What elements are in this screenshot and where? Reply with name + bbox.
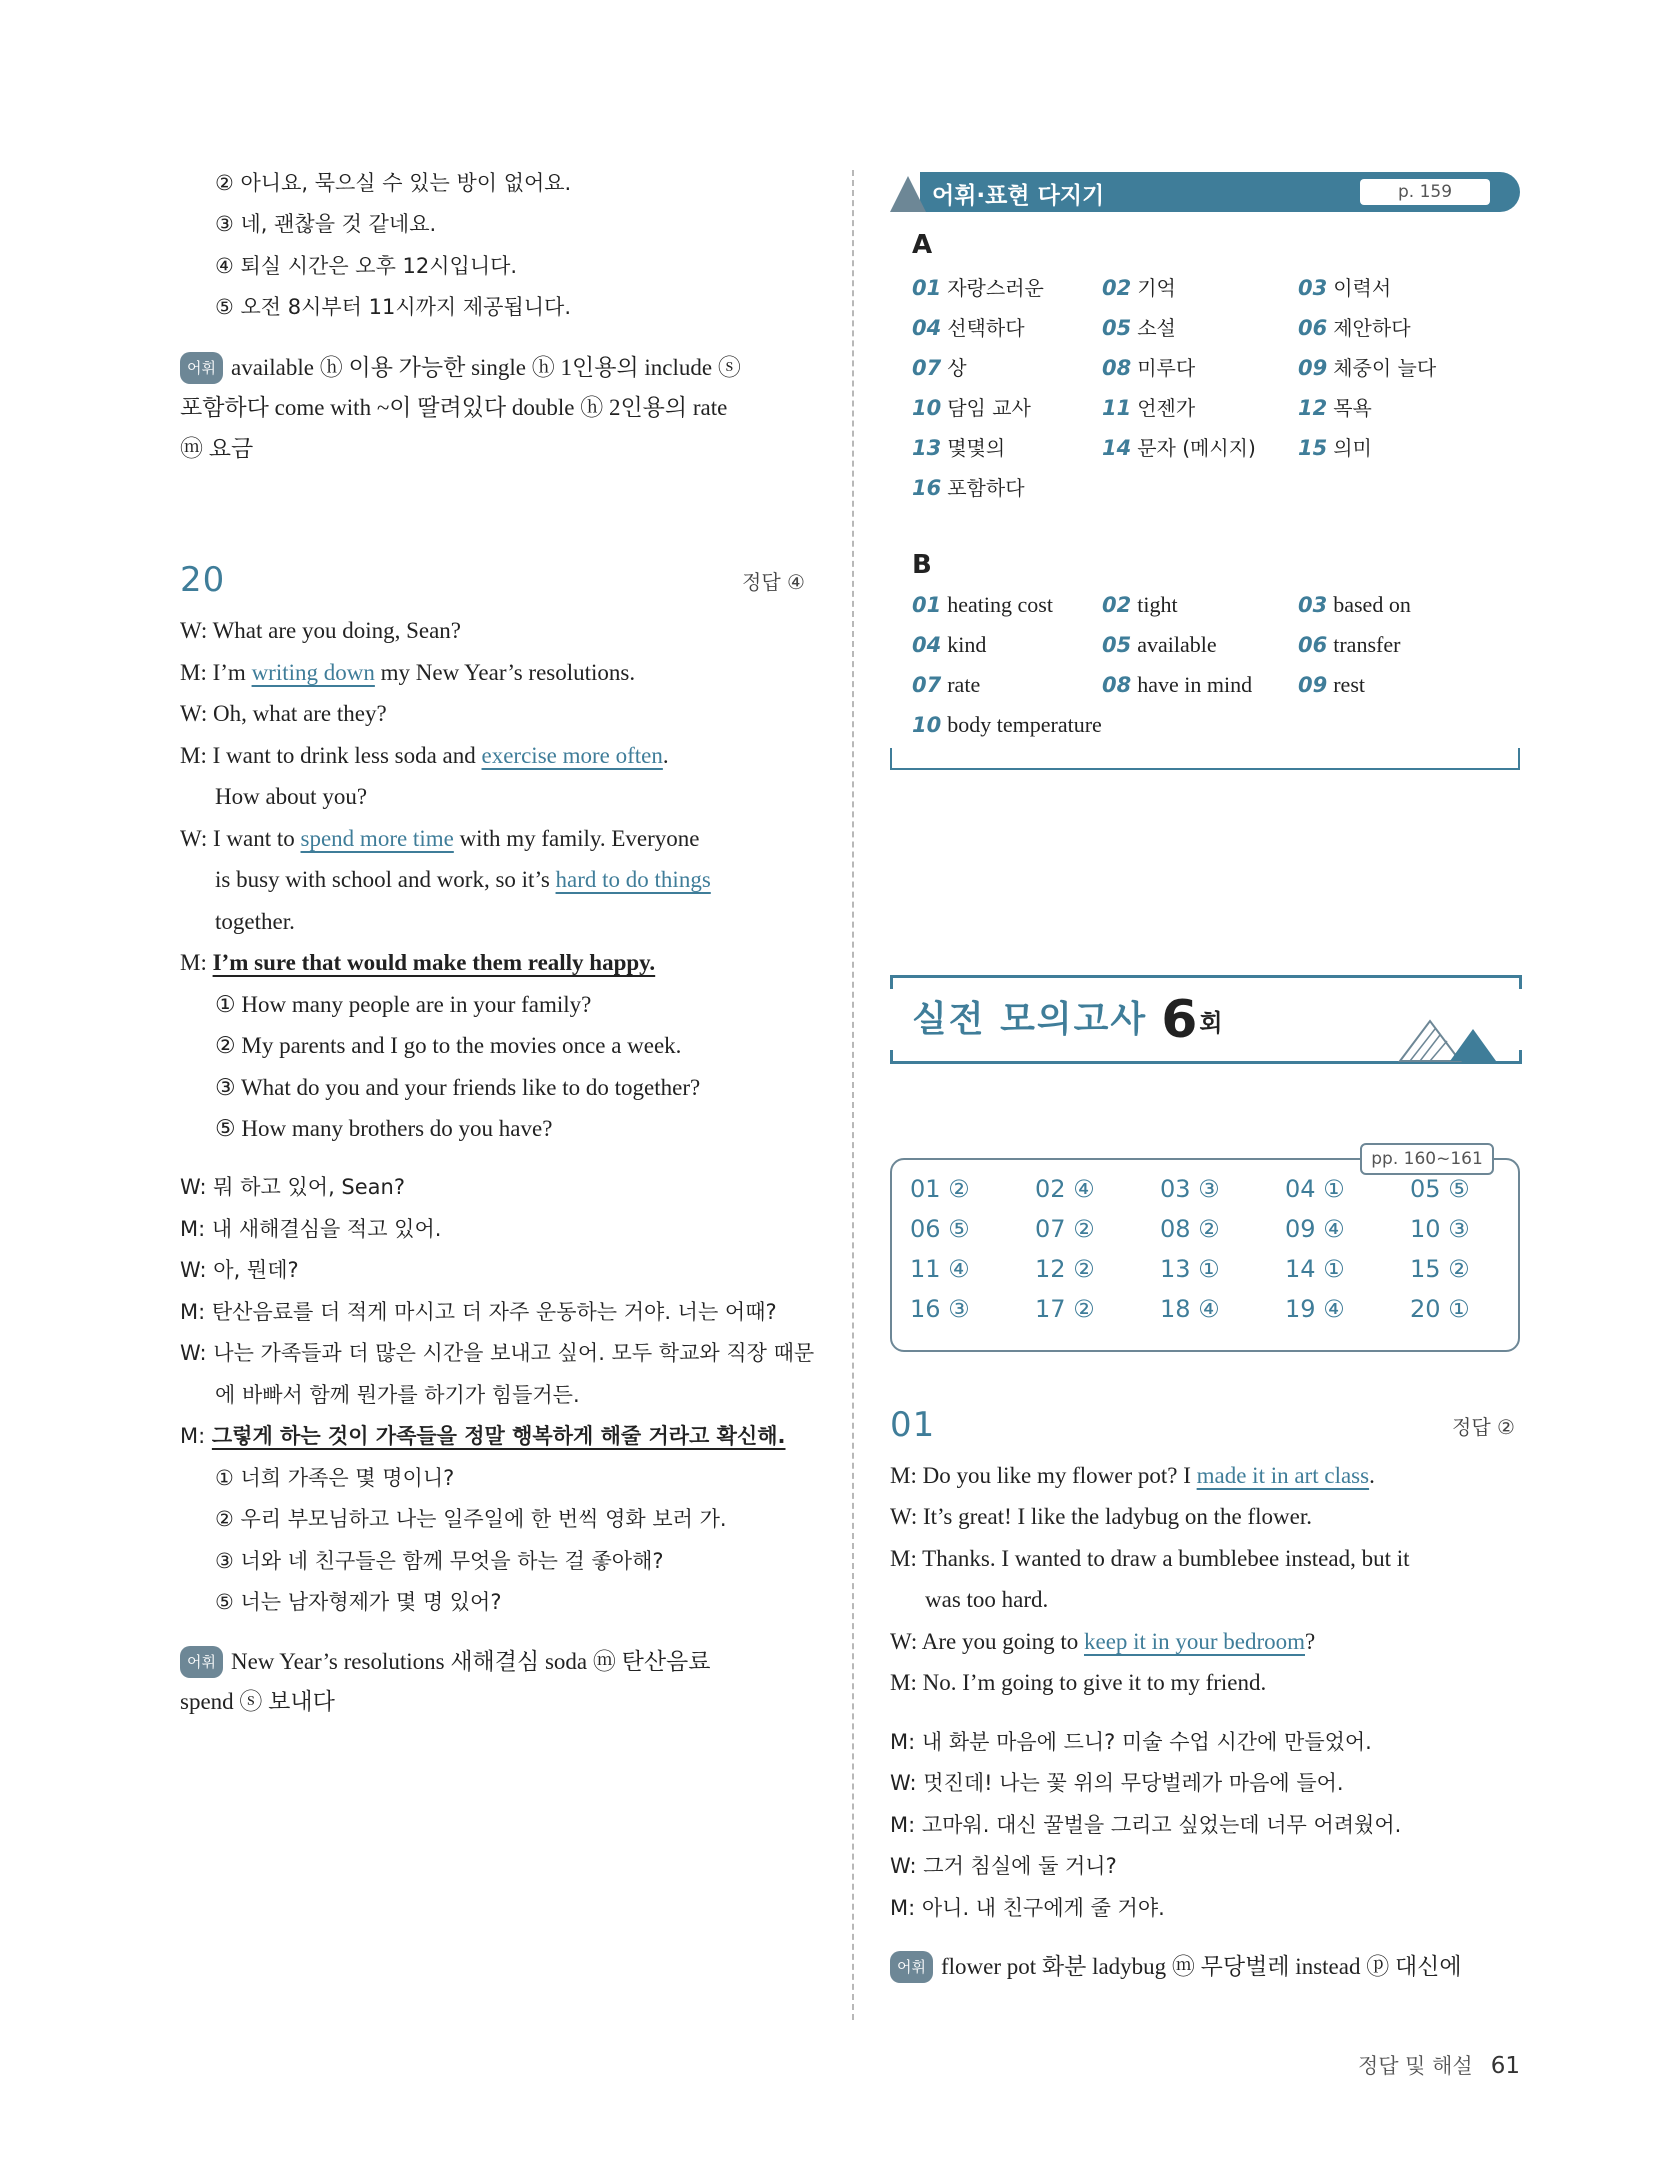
answer-cell: 14 ①	[1285, 1255, 1345, 1283]
answer-cell: 13 ①	[1160, 1255, 1220, 1283]
dialogue-ko: M: 고마워. 대신 꿀벌을 그리고 싶었는데 너무 어려웠어.	[890, 1813, 1402, 1837]
dialogue-ko: 에 바빠서 함께 뭔가를 하기가 힘들거든.	[215, 1383, 580, 1407]
question-number: 20	[180, 560, 226, 600]
vocab-item: 06 transfer	[1298, 632, 1401, 657]
vocab-line: 어휘 available ⓗ 이용 가능한 single ⓗ 1인용의 include ⓢ	[180, 352, 741, 384]
vocab-section-title: 어휘·표현 다지기	[932, 183, 1105, 209]
section-a-label: A	[912, 230, 933, 260]
vocab-item: 07 상	[912, 356, 967, 380]
answer-label: 정답 ④	[742, 570, 805, 594]
dialogue-line: was too hard.	[925, 1587, 1049, 1612]
answer-cell: 07 ②	[1035, 1215, 1095, 1243]
dialogue-ko: W: 나는 가족들과 더 많은 시간을 보내고 싶어. 모두 학교와 직장 때문	[180, 1341, 815, 1365]
choice-ko: ⑤ 너는 남자형제가 몇 명 있어?	[215, 1590, 502, 1614]
choice-en: ② My parents and I go to the movies once a week.	[215, 1033, 682, 1058]
choice-ko: ② 아니요, 묵으실 수 있는 방이 없어요.	[215, 171, 572, 195]
answer-cell: 20 ①	[1410, 1295, 1470, 1323]
vocab-item: 08 have in mind	[1102, 672, 1253, 697]
answer-cell: 05 ⑤	[1410, 1175, 1470, 1203]
dialogue-line: W: What are you doing, Sean?	[180, 618, 462, 643]
choice-ko: ④ 퇴실 시간은 오후 12시입니다.	[215, 254, 518, 278]
dialogue-ko: M: 내 화분 마음에 드니? 미술 수업 시간에 만들었어.	[890, 1730, 1372, 1754]
vocab-item: 09 rest	[1298, 672, 1365, 697]
page-number: 61	[1490, 2053, 1520, 2079]
vocab-item: 04 kind	[912, 632, 987, 657]
page-reference: pp. 160~161	[1360, 1143, 1494, 1175]
answer-cell: 06 ⑤	[910, 1215, 970, 1243]
vocab-item: 12 목욕	[1298, 396, 1372, 420]
dialogue-line: W: It’s great! I like the ladybug on the flower.	[890, 1504, 1312, 1529]
answer-cell: 18 ④	[1160, 1295, 1220, 1323]
vocab-item: 16 포함하다	[912, 476, 1025, 500]
vocab-line: 어휘 New Year’s resolutions 새해결심 soda ⓜ 탄산음료	[180, 1646, 710, 1678]
dialogue-line: together.	[215, 909, 295, 934]
answer-cell: 16 ③	[910, 1295, 970, 1323]
dialogue-line: M: Do you like my flower pot? I made it in art class.	[890, 1463, 1375, 1488]
vocab-line: 포함하다 come with ~이 딸려있다 double ⓗ 2인용의 rate	[180, 395, 728, 420]
vocab-item: 03 based on	[1298, 592, 1411, 617]
answer-cell: 10 ③	[1410, 1215, 1470, 1243]
answer-cell: 17 ②	[1035, 1295, 1095, 1323]
vocab-section-header	[890, 172, 1520, 212]
dialogue-ko: W: 아, 뭔데?	[180, 1258, 299, 1282]
vocab-tag: 어휘	[890, 1951, 933, 1983]
dialogue-line: M: Thanks. I wanted to draw a bumblebee instead, but it	[890, 1546, 1410, 1571]
dialogue-ko: M: 아니. 내 친구에게 줄 거야.	[890, 1896, 1165, 1920]
vocab-item: 09 체중이 늘다	[1298, 356, 1437, 380]
dialogue-line: W: I want to spend more time with my family. Everyone	[180, 826, 700, 851]
dialogue-line: M: I want to drink less soda and exercise more often.	[180, 743, 669, 768]
dialogue-ko: M: 그렇게 하는 것이 가족들을 정말 행복하게 해줄 거라고 확신해.	[180, 1424, 786, 1448]
dialogue-line: How about you?	[215, 784, 368, 809]
vocab-item: 10 body temperature	[912, 712, 1102, 737]
vocab-item: 05 available	[1102, 632, 1217, 657]
choice-en: ① How many people are in your family?	[215, 992, 592, 1017]
choice-ko: ⑤ 오전 8시부터 11시까지 제공됩니다.	[215, 295, 572, 319]
section-b-label: B	[912, 550, 932, 580]
vocab-item: 05 소설	[1102, 316, 1176, 340]
answer-cell: 09 ④	[1285, 1215, 1345, 1243]
answer-cell: 12 ②	[1035, 1255, 1095, 1283]
dialogue-line: is busy with school and work, so it’s hard to do things	[215, 867, 711, 892]
vocab-item: 08 미루다	[1102, 356, 1196, 380]
vocab-item: 04 선택하다	[912, 316, 1025, 340]
vocab-item: 14 문자 (메시지)	[1102, 436, 1256, 460]
choice-ko: ③ 너와 네 친구들은 함께 무엇을 하는 걸 좋아해?	[215, 1549, 664, 1573]
answer-cell: 11 ④	[910, 1255, 970, 1283]
vocab-item: 15 의미	[1298, 436, 1372, 460]
answer-cell: 01 ②	[910, 1175, 970, 1203]
question-number: 01	[890, 1405, 936, 1445]
test-title: 실전 모의고사 6회	[912, 990, 1225, 1050]
choice-ko: ① 너희 가족은 몇 명이니?	[215, 1466, 455, 1490]
vocab-item: 13 몇몇의	[912, 436, 1006, 460]
answer-cell: 02 ④	[1035, 1175, 1095, 1203]
vocab-item: 02 기억	[1102, 276, 1176, 300]
choice-ko: ③ 네, 괜찮을 것 같네요.	[215, 212, 437, 236]
vocab-item: 07 rate	[912, 672, 981, 697]
answer-cell: 04 ①	[1285, 1175, 1345, 1203]
page-reference: p. 159	[1360, 179, 1490, 205]
triangle-icon	[890, 176, 926, 212]
answer-cell: 03 ③	[1160, 1175, 1220, 1203]
vocab-item: 01 자랑스러운	[912, 276, 1044, 300]
dialogue-line: W: Are you going to keep it in your bedroom?	[890, 1629, 1316, 1654]
dialogue-ko: M: 탄산음료를 더 적게 마시고 더 자주 운동하는 거야. 너는 어때?	[180, 1300, 777, 1324]
vocab-line: spend ⓢ 보내다	[180, 1689, 335, 1714]
dialogue-line: M: No. I’m going to give it to my friend.	[890, 1670, 1267, 1695]
dialogue-ko: W: 그거 침실에 둘 거니?	[890, 1854, 1117, 1878]
vocab-item: 10 담임 교사	[912, 396, 1031, 420]
vocab-tag: 어휘	[180, 352, 223, 384]
column-divider	[852, 170, 854, 2020]
choice-en: ⑤ How many brothers do you have?	[215, 1116, 553, 1141]
answer-label: 정답 ②	[1452, 1415, 1515, 1439]
dialogue-line: M: I’m sure that would make them really happy.	[180, 950, 656, 975]
choice-en: ③ What do you and your friends like to do together?	[215, 1075, 701, 1100]
vocab-line: 어휘 flower pot 화분 ladybug ⓜ 무당벌레 instead ⓟ 대신에	[890, 1951, 1462, 1983]
page-footer: 정답 및 해설 61	[1357, 2053, 1520, 2079]
dialogue-ko: M: 내 새해결심을 적고 있어.	[180, 1217, 442, 1241]
dialogue-ko: W: 멋진데! 나는 꽃 위의 무당벌레가 마음에 들어.	[890, 1771, 1344, 1795]
vocab-item: 01 heating cost	[912, 592, 1053, 617]
answer-cell: 08 ②	[1160, 1215, 1220, 1243]
answer-cell: 19 ④	[1285, 1295, 1345, 1323]
dialogue-line: W: Oh, what are they?	[180, 701, 387, 726]
vocab-item: 03 이력서	[1298, 276, 1392, 300]
vocab-item: 11 언젠가	[1102, 396, 1196, 420]
test-frame-top	[890, 975, 1522, 989]
choice-ko: ② 우리 부모님하고 나는 일주일에 한 번씩 영화 보러 가.	[215, 1507, 727, 1531]
answer-cell: 15 ②	[1410, 1255, 1470, 1283]
vocab-item: 02 tight	[1102, 592, 1178, 617]
vocab-tag: 어휘	[180, 1646, 223, 1678]
dialogue-ko: W: 뭐 하고 있어, Sean?	[180, 1175, 405, 1199]
vocab-item: 06 제안하다	[1298, 316, 1411, 340]
mountain-icon	[1395, 1013, 1505, 1063]
vocab-section-bracket	[890, 748, 1520, 770]
vocab-line: ⓜ 요금	[180, 436, 254, 461]
dialogue-line: M: I’m writing down my New Year’s resolutions.	[180, 660, 636, 685]
